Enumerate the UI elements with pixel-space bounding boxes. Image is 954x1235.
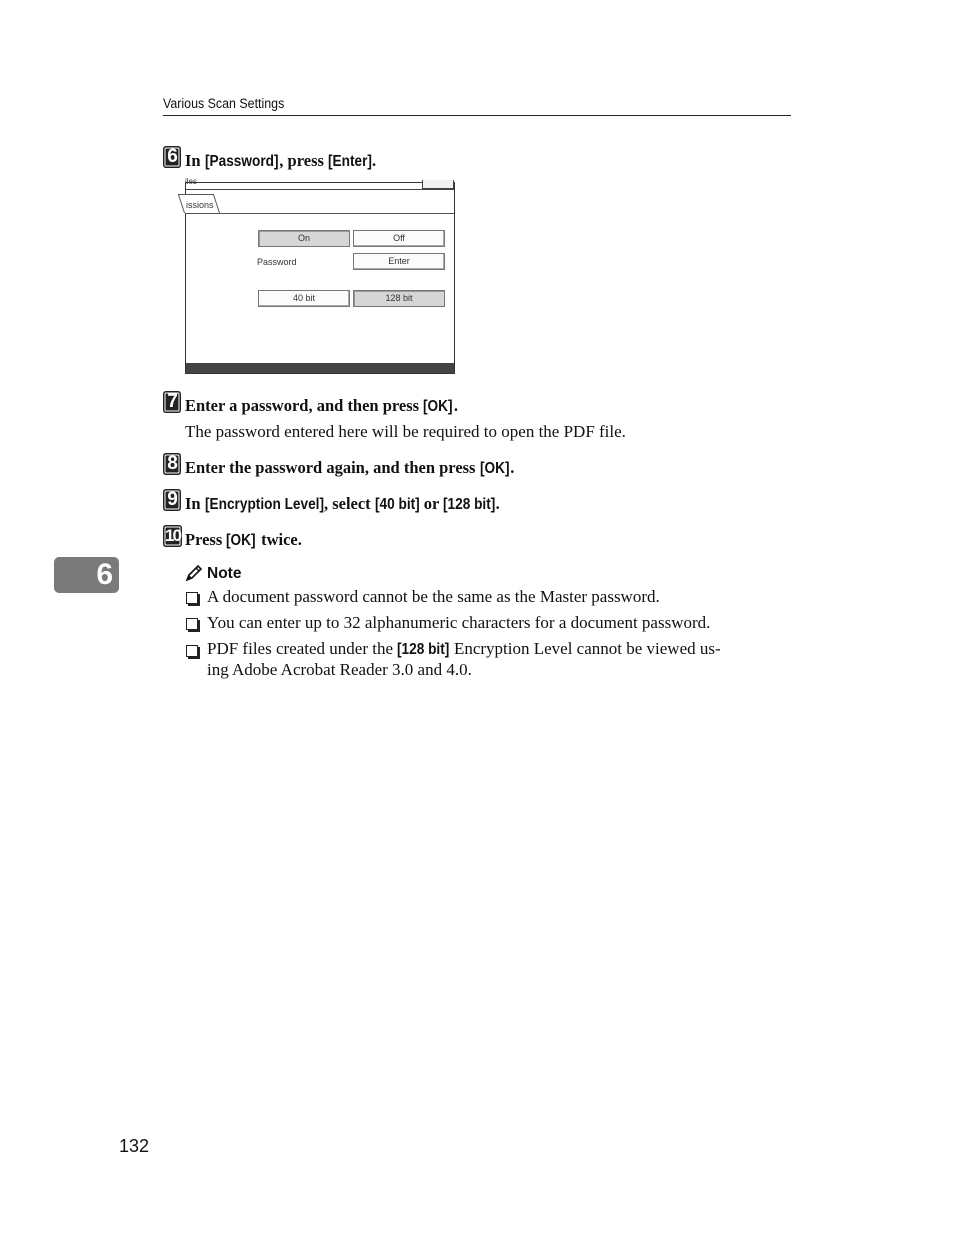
- step-10-text-after: twice.: [256, 530, 302, 549]
- step-6-text-after: .: [372, 151, 377, 170]
- note-item-1: A document password cannot be the same as the Master password.: [207, 587, 660, 606]
- screenshot-bottom-bar: [186, 363, 454, 373]
- note-item-3-checkbox-icon: [186, 645, 198, 657]
- step-6-instruction: [185, 151, 376, 171]
- note-item-3-text-before: PDF files created under the: [207, 639, 398, 658]
- step-9-keyword-40bit: [40 bit]: [374, 496, 420, 513]
- step-6-text-before: In: [185, 151, 205, 170]
- screenshot-128bit-button[interactable]: 128 bit: [353, 290, 445, 307]
- step-7-text-before: Enter a password, and then press: [185, 396, 424, 415]
- screenshot-title-bar: [185, 177, 454, 190]
- screenshot-off-button[interactable]: Off: [353, 230, 445, 247]
- step-9-text-after: .: [495, 494, 500, 513]
- screenshot-enter-button[interactable]: Enter: [353, 253, 445, 270]
- step-10-instruction: [185, 530, 302, 550]
- step-6-keyword-enter: [Enter]: [328, 153, 373, 170]
- step-9-keyword-128bit: [128 bit]: [443, 496, 496, 513]
- note-item-1-checkbox-icon: [186, 592, 198, 604]
- header-rule: [163, 115, 791, 116]
- page-number: 132: [119, 1136, 150, 1156]
- chapter-tab: 6: [54, 557, 119, 593]
- step-8-instruction: [185, 458, 514, 478]
- step-6-keyword-password: [Password]: [204, 153, 279, 170]
- step-10-keyword-ok: [OK]: [226, 532, 256, 549]
- screenshot-pdf-security-panel: [185, 177, 455, 374]
- note-item-3-keyword-128bit: [128 bit]: [397, 641, 450, 658]
- note-item-3-line2: ing Adobe Acrobat Reader 3.0 and 4.0.: [207, 660, 472, 679]
- step-7-description: The password entered here will be required to open the PDF file.: [185, 422, 626, 441]
- note-title: Note: [207, 565, 242, 582]
- note-item-3: [207, 639, 721, 659]
- screenshot-on-button[interactable]: On: [258, 230, 350, 247]
- screenshot-40bit-button[interactable]: 40 bit: [258, 290, 350, 307]
- step-9-keyword-encryption-level: [Encryption Level]: [204, 496, 324, 513]
- step-9-text-mid: , select: [323, 494, 375, 513]
- step-7-text-after: .: [453, 396, 458, 415]
- screenshot-tab-bar: [186, 190, 454, 214]
- step-7-keyword-ok: [OK]: [423, 398, 453, 415]
- step-8-text-after: .: [510, 458, 515, 477]
- screenshot-tab-label: issions: [186, 200, 214, 210]
- screenshot-password-label: Password: [257, 257, 297, 267]
- step-8-badge: 8: [163, 453, 181, 475]
- note-item-2: You can enter up to 32 alphanumeric characters for a document password.: [207, 613, 711, 632]
- step-10-text-before: Press: [185, 530, 227, 549]
- step-6-badge: 6: [163, 146, 181, 168]
- screenshot-title-fragment: iles: [185, 177, 198, 186]
- step-8-keyword-ok: [OK]: [479, 460, 510, 477]
- screenshot-title-button[interactable]: [422, 180, 454, 189]
- step-10-badge: 10: [163, 525, 182, 547]
- note-item-2-checkbox-icon: [186, 618, 198, 630]
- running-header: Various Scan Settings: [163, 96, 285, 111]
- step-9-text-before: In: [185, 494, 205, 513]
- step-7-instruction: [185, 396, 458, 416]
- step-6-text-mid: , press: [279, 151, 329, 170]
- step-9-text-mid2: or: [419, 494, 444, 513]
- step-9-instruction: [185, 494, 500, 514]
- step-7-badge: 7: [163, 391, 181, 413]
- step-8-text-before: Enter the password again, and then press: [185, 458, 480, 477]
- note-item-3-text-after: Encryption Level cannot be viewed us-: [449, 639, 721, 658]
- pencil-icon: [184, 563, 204, 583]
- step-9-badge: 9: [163, 489, 181, 511]
